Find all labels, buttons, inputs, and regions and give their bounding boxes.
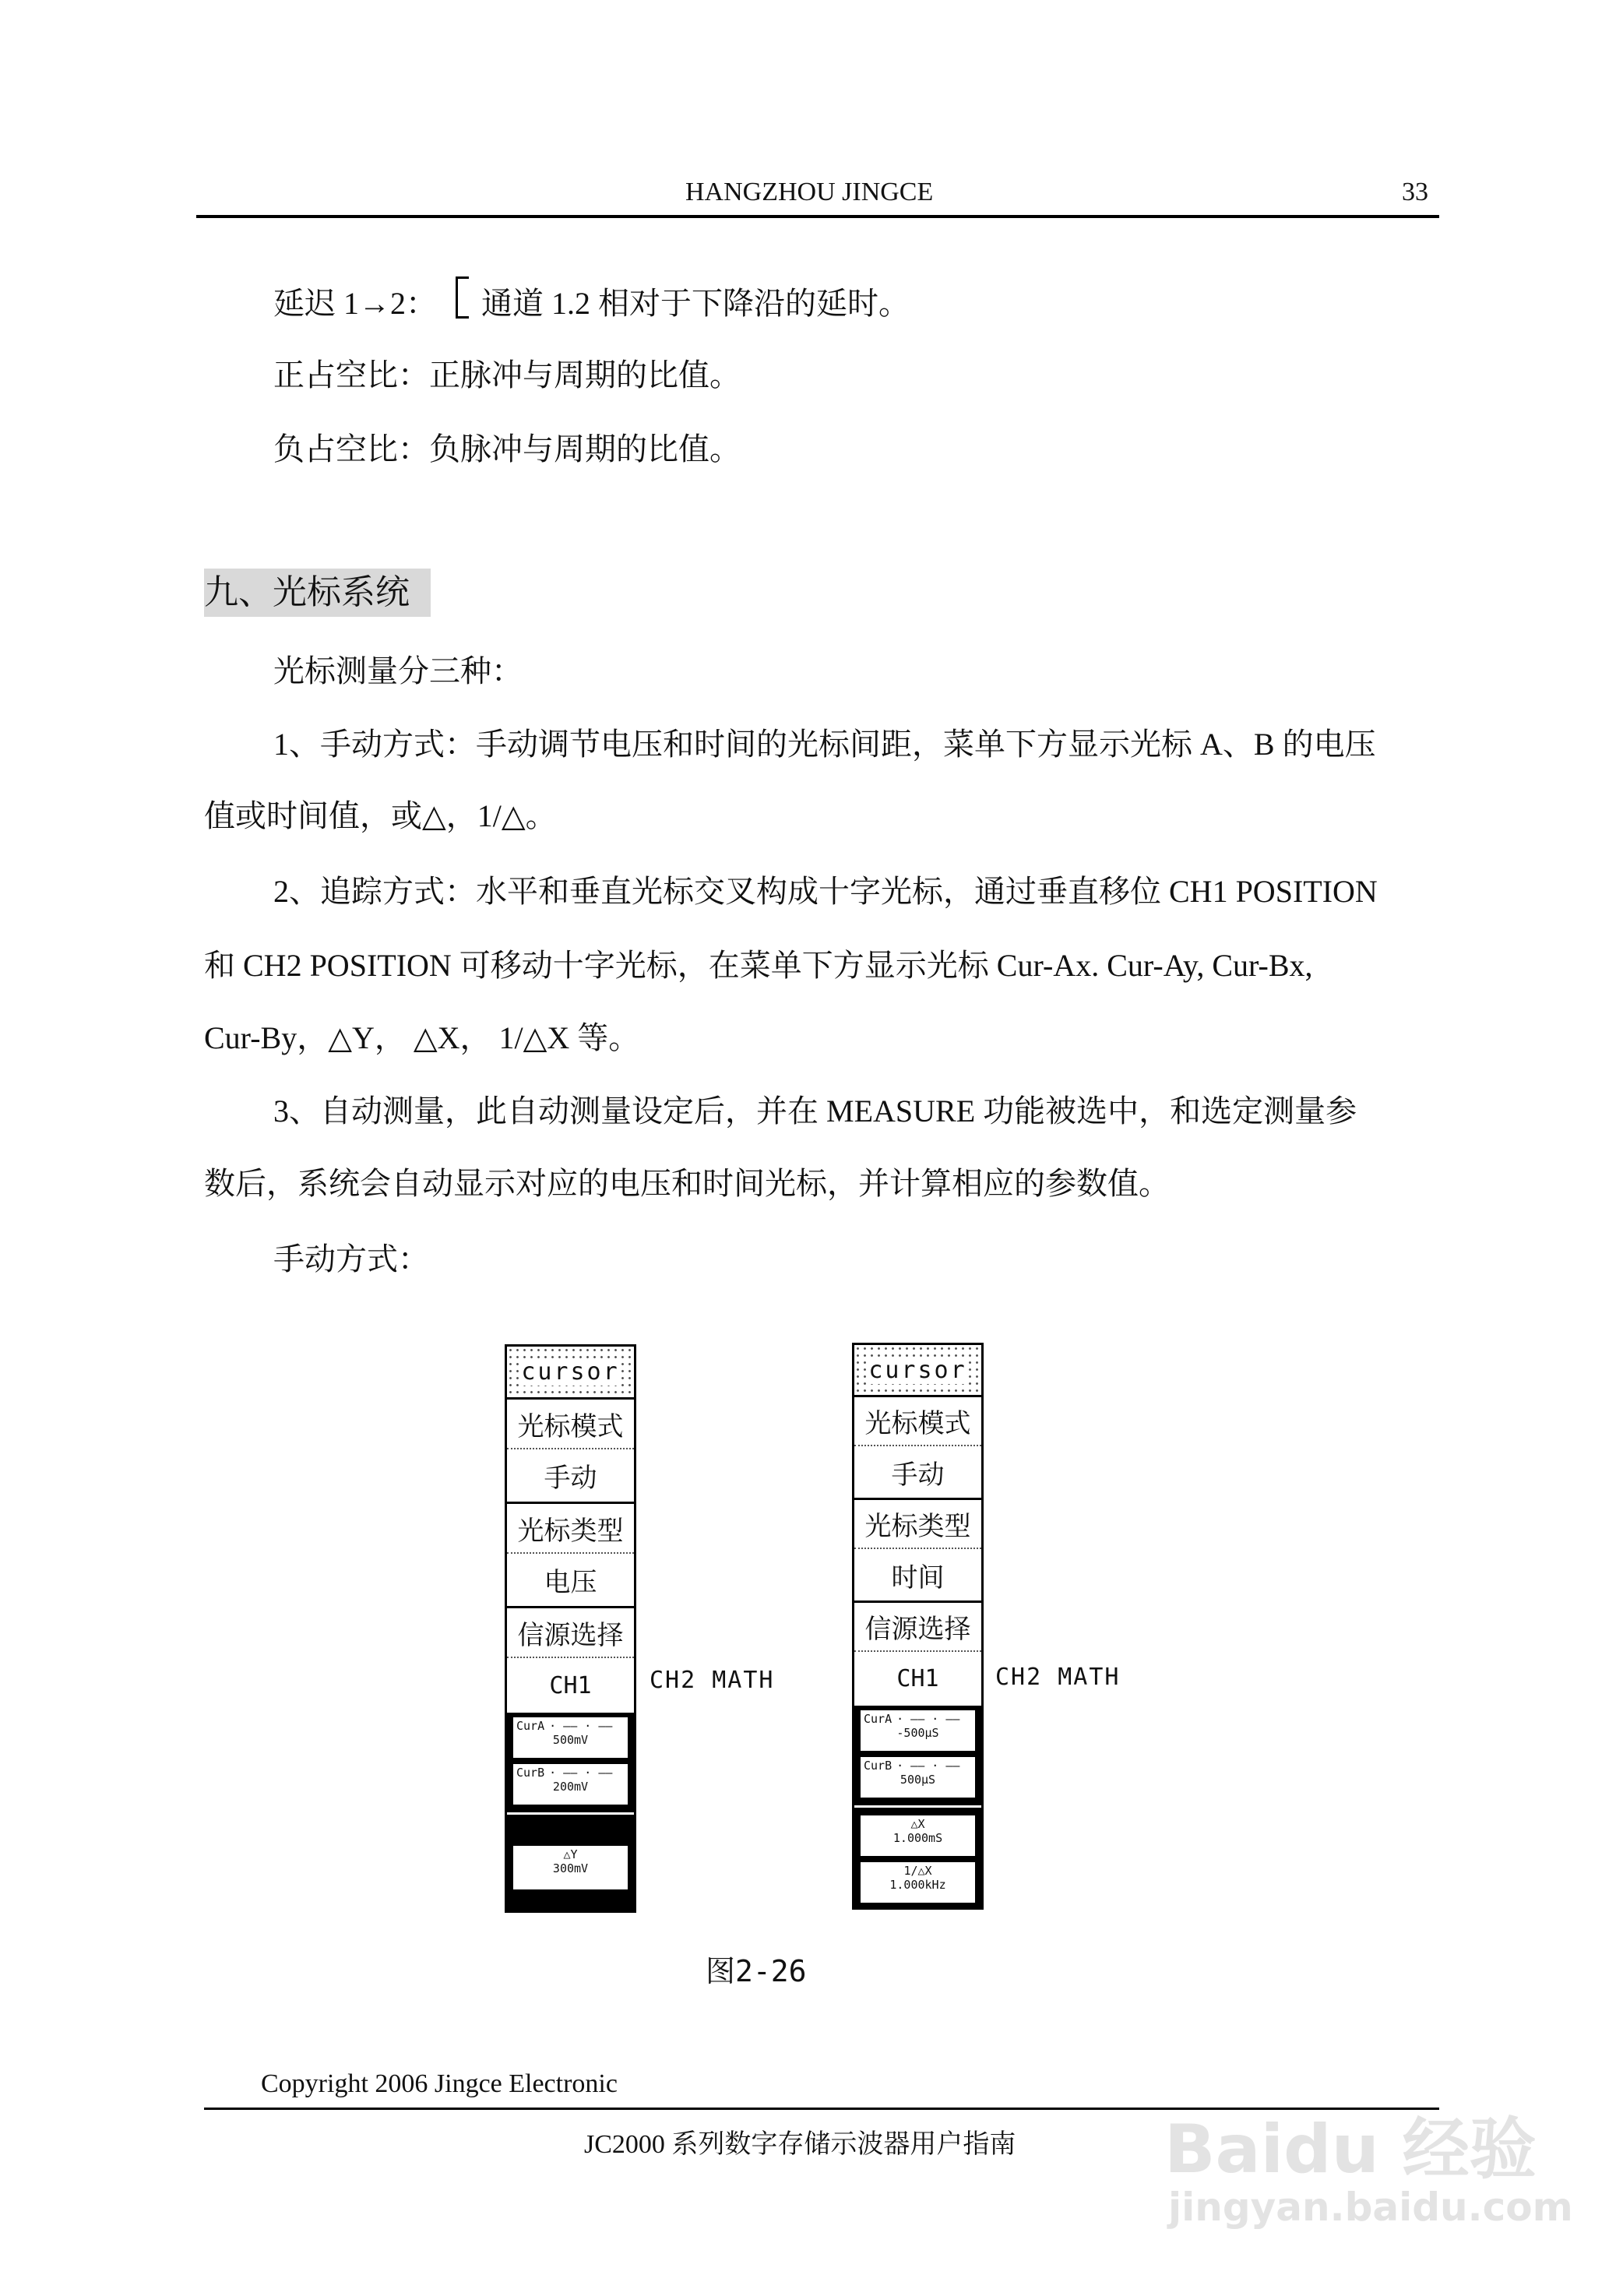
readout-area [854, 1706, 981, 1907]
figure-caption: 图2-26 [706, 1954, 807, 1988]
source-value: CH1 [507, 1658, 634, 1713]
cursor-menu-time [852, 1343, 984, 1910]
type-label: 光标类型 [854, 1500, 981, 1549]
cur-b-readout: CurB · —— · —— 500μS [861, 1757, 975, 1798]
paragraph: 负占空比：负脉冲与周期的比值。 [273, 431, 741, 467]
footer-title: JC2000 系列数字存储示波器用户指南 [584, 2130, 1016, 2159]
readout-area [507, 1713, 634, 1910]
baidu-watermark-logo: Baidu 经验 [1164, 2111, 1537, 2189]
paragraph: Cur-By，△Y， △X， 1/△X 等。 [204, 1020, 640, 1055]
falling-edge-icon [456, 276, 469, 319]
cur-a-readout: CurA · —— · —— 500mV [513, 1717, 628, 1758]
inverse-delta-x-readout: 1/△X 1.000kHz [861, 1862, 975, 1903]
paragraph: 3、自动测量，此自动测量设定后，并在 MEASURE 功能被选中，和选定测量参 [273, 1093, 1357, 1129]
other-sources: CH2 MATH [650, 1667, 775, 1694]
paragraph: 正占空比：正脉冲与周期的比值。 [273, 357, 741, 393]
paragraph: 光标测量分三种： [273, 653, 523, 688]
section-heading: 九、光标系统 [204, 569, 431, 617]
mode-value: 手动 [507, 1449, 634, 1504]
source-value: CH1 [854, 1652, 981, 1706]
source-label: 信源选择 [507, 1608, 634, 1658]
delay-line [273, 276, 910, 323]
header-title: HANGZHOU JINGCE [685, 178, 934, 206]
mode-label: 光标模式 [507, 1400, 634, 1449]
header-rule [196, 215, 1439, 218]
paragraph: 和 CH2 POSITION 可移动十字光标，在菜单下方显示光标 Cur-Ax. Cur-Ay, Cur-Bx, [204, 948, 1313, 983]
type-value: 电压 [507, 1554, 634, 1608]
page-number: 33 [1402, 178, 1428, 206]
other-sources: CH2 MATH [995, 1664, 1121, 1691]
delta-x-readout: △X 1.000mS [861, 1815, 975, 1856]
delay-desc: 通道 1.2 相对于下降沿的延时。 [481, 286, 910, 321]
delta-y-readout: △Y 300mV [513, 1846, 628, 1889]
cur-b-readout: CurB · —— · —— 200mV [513, 1764, 628, 1805]
paragraph: 1、手动方式：手动调节电压和时间的光标间距，菜单下方显示光标 A、B 的电压 [273, 727, 1376, 762]
subheading: 手动方式： [273, 1241, 429, 1277]
paragraph: 值或时间值，或△，1/△。 [204, 798, 557, 833]
paragraph: 数后，系统会自动显示对应的电压和时间光标，并计算相应的参数值。 [204, 1166, 1170, 1201]
type-label: 光标类型 [507, 1504, 634, 1554]
menu-title: cursor [507, 1347, 634, 1400]
delay-label: 延迟 1→2： [273, 286, 437, 321]
cur-a-readout: CurA · —— · —— -500μS [861, 1710, 975, 1751]
type-value: 时间 [854, 1549, 981, 1603]
mode-value: 手动 [854, 1446, 981, 1500]
cursor-menu-voltage [505, 1344, 636, 1913]
menu-title: cursor [854, 1345, 981, 1397]
paragraph: 2、追踪方式：水平和垂直光标交叉构成十字光标，通过垂直移位 CH1 POSITION [273, 874, 1378, 909]
source-label: 信源选择 [854, 1603, 981, 1652]
baidu-watermark-url: jingyan.baidu.com [1168, 2185, 1573, 2230]
mode-label: 光标模式 [854, 1397, 981, 1446]
footer-copyright: Copyright 2006 Jingce Electronic [261, 2069, 618, 2098]
